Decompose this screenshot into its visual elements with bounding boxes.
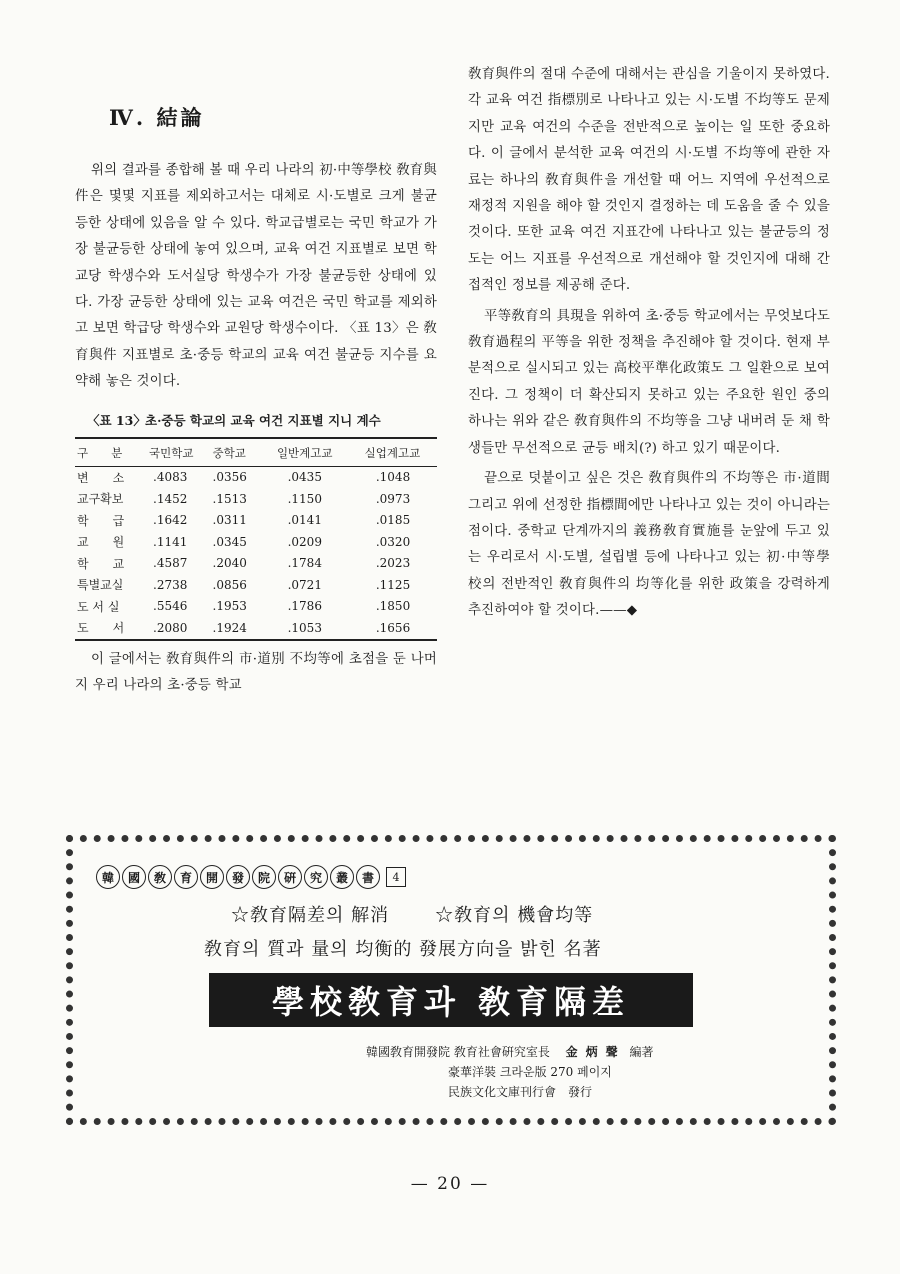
series-char: 叢 (330, 865, 354, 889)
table-cell: .4083 (153, 470, 188, 485)
table-row (75, 510, 437, 532)
table-cell: .1452 (153, 491, 188, 506)
tagline-equal-opportunity: ☆敎育의 機會均等 (435, 905, 594, 926)
table-cell: .0185 (375, 513, 411, 528)
author-name: 金炳聲 (565, 1045, 626, 1059)
section-title: Ⅳ. 結論 (109, 105, 205, 130)
table-header-vocational-high: 실업계고교 (348, 438, 437, 467)
table-row-label: 도 서 (77, 621, 125, 636)
book-publisher: 民族文化文庫刊行會 發行 (448, 1085, 593, 1099)
table-cell: .5546 (153, 599, 188, 614)
series-char: 書 (356, 865, 380, 889)
table-cell: .1850 (375, 599, 411, 614)
tagline-gap-resolution: ☆敎育隔差의 解消 (231, 905, 390, 926)
series-char: 敎 (148, 865, 172, 889)
series-char: 開 (200, 865, 224, 889)
conclusion-paragraph-3: 敎育與件의 절대 수준에 대해서는 관심을 기울이지 못하였다. 각 교육 여건 指標別로 나타나고 있는 시·도별 不均等도 문제지만 교육 여건의 수준을 전반적으로 높이는 일 또한 중요하다. 이 글에서 분석한 교육 여건의 시·도별 不均等에 관한 자료는 하나의 敎育與件을 개선할 때 어느 지역에 우선적으로 재정적 지원을 해야 할 것인지 결정하는 데 도움을 줄 수 있을 것이다. 또한 교육 여건 지표간에 나타나고 있는 불균등의 정도는 어느 지표를 우선적으로 개선해야 할 것인지에 대해 간접적인 정보를 제공해 준다. (468, 67, 830, 294)
table-header-general-high: 일반계고교 (262, 438, 348, 467)
table-row-label: 교구확보 (77, 492, 124, 507)
final-paragraph-text: 끝으로 덧붙이고 싶은 것은 敎育與件의 不均等은 市·道間 그리고 위에 선정한 指標間에만 나타나고 있는 것이 아니라는 점이다. 중학교 단계까지의 義務敎育實施를 눈앞에 두고 있는 우리로서 시·도별, 설립별 등에 나타나고 있는 初·中等學校의 전반적인 敎育與件의 均等化를 위한 政策을 강력하게 추진하여야 할 것이다. (468, 471, 830, 619)
table-row (75, 488, 437, 510)
table-cell: .1053 (287, 620, 322, 635)
table-cell: .2040 (212, 556, 247, 571)
table-cell: .1125 (375, 577, 411, 592)
table-label: 〈표 13〉 (87, 412, 146, 428)
series-char: 韓 (96, 865, 120, 889)
table-cell: .1786 (287, 599, 322, 614)
table-cell: .1141 (153, 534, 188, 549)
page-number: — 20 — (410, 1174, 490, 1194)
conclusion-paragraph-2: 이 글에서는 敎育與件의 市·道別 不均等에 초점을 둔 나머지 우리 나라의 초·중등 학교 (75, 651, 437, 694)
table-row (75, 617, 437, 640)
ad-tagline-1 (231, 901, 593, 927)
series-char: 院 (252, 865, 276, 889)
table-header-elementary: 국민학교 (149, 438, 213, 467)
table-cell: .1150 (287, 491, 322, 506)
series-number: 4 (386, 867, 406, 887)
table-cell: .0209 (287, 534, 322, 549)
table-cell: .0311 (212, 513, 247, 528)
book-author (366, 1043, 654, 1060)
table-row (75, 531, 437, 553)
series-title (96, 865, 806, 889)
series-char: 發 (226, 865, 250, 889)
table-cell: .1924 (212, 620, 247, 635)
book-spec: 豪華洋裝 크라운版 270 페이지 (448, 1065, 612, 1079)
series-char: 究 (304, 865, 328, 889)
table-header-category: 구 분 (75, 438, 149, 467)
table-cell: .0141 (287, 513, 322, 528)
conclusion-paragraph-5 (468, 466, 830, 624)
table-cell: .2023 (375, 556, 411, 571)
table-cell: .4587 (153, 556, 188, 571)
conclusion-paragraph-1: 위의 결과를 종합해 볼 때 우리 나라의 初·中等學校 敎育與件은 몇몇 지표를 제외하고서는 대체로 시·도별로 크게 불균등한 상태에 있음을 알 수 있다. 학교급별로는 국민 학교가 가장 불균등한 상태에 놓여 있으며, 교육 여건 지표별로 보면 학교당 학생수와 도서실당 학생수가 가장 불균등한 상태에 있다. 가장 균등한 상태에 있는 교육 여건은 국민 학교를 제외하고 보면 학급당 학생수와 교원당 학생수이다. 〈표 13〉은 敎育與件 지표별로 초·중등 학교의 교육 여건 불균등 지수를 요약해 놓은 것이다. (75, 163, 437, 390)
author-affiliation: 韓國敎育開發院 敎育社會硏究室長 (366, 1045, 550, 1059)
right-column (468, 62, 830, 625)
table-caption (87, 412, 437, 429)
author-role: 編著 (629, 1045, 654, 1059)
end-mark: ——◆ (599, 603, 638, 619)
table-title: 초·중등 학교의 교육 여건 지표별 지니 계수 (145, 412, 381, 428)
table-header-middle: 중학교 (213, 438, 262, 467)
table-row-label: 학 급 (77, 513, 125, 528)
table-row-label: 학 교 (77, 556, 125, 571)
table-row (75, 574, 437, 596)
table-row (75, 596, 437, 618)
table-cell: .1953 (212, 599, 247, 614)
table-cell: .0345 (212, 534, 247, 549)
table-row-label: 변 소 (77, 470, 125, 485)
table-cell: .0320 (375, 534, 411, 549)
conclusion-paragraph-4: 平等敎育의 具現을 위하여 초·중등 학교에서는 무엇보다도 敎育過程의 平等을 위한 정책을 추진해야 할 것이다. 현재 부분적으로 실시되고 있는 高校平準化政策도 그 일환으로 보여진다. 그 정책이 더 확산되지 못하고 있는 주요한 원인 중의 하나는 위와 같은 敎育與件의 不均等을 그냥 내버려 둔 채 학생들만 무선적으로 균등 배치(?) 하고 있기 때문이다. (468, 308, 830, 456)
series-char: 硏 (278, 865, 302, 889)
table-cell: .1642 (153, 513, 188, 528)
table-cell: .0356 (212, 470, 247, 485)
table-cell: .0973 (375, 491, 411, 506)
book-advertisement (66, 835, 836, 1125)
table-row-label: 교 원 (77, 535, 125, 550)
table-row (75, 553, 437, 575)
table-row-label: 특별교실 (77, 578, 124, 593)
table-cell: .2738 (153, 577, 188, 592)
table-cell: .1784 (287, 556, 322, 571)
table-cell: .1048 (375, 470, 411, 485)
table-row (75, 466, 437, 488)
table-cell: .0856 (212, 577, 247, 592)
book-title-banner: 學校敎育과 敎育隔差 (209, 973, 693, 1027)
table-cell: .1656 (375, 620, 411, 635)
left-column (75, 62, 437, 699)
table-cell: .0435 (287, 470, 322, 485)
table-cell: .2080 (153, 620, 188, 635)
table-cell: .0721 (287, 577, 322, 592)
series-char: 育 (174, 865, 198, 889)
series-char: 國 (122, 865, 146, 889)
gini-coefficient-table (75, 437, 437, 641)
ad-content (96, 865, 806, 1105)
ad-tagline-2: 敎育의 質과 量의 均衡的 發展方向을 밝힌 名著 (204, 939, 602, 960)
table-cell: .1513 (212, 491, 247, 506)
table-header-row (75, 438, 437, 467)
table-row-label: 도 서 실 (77, 599, 120, 614)
